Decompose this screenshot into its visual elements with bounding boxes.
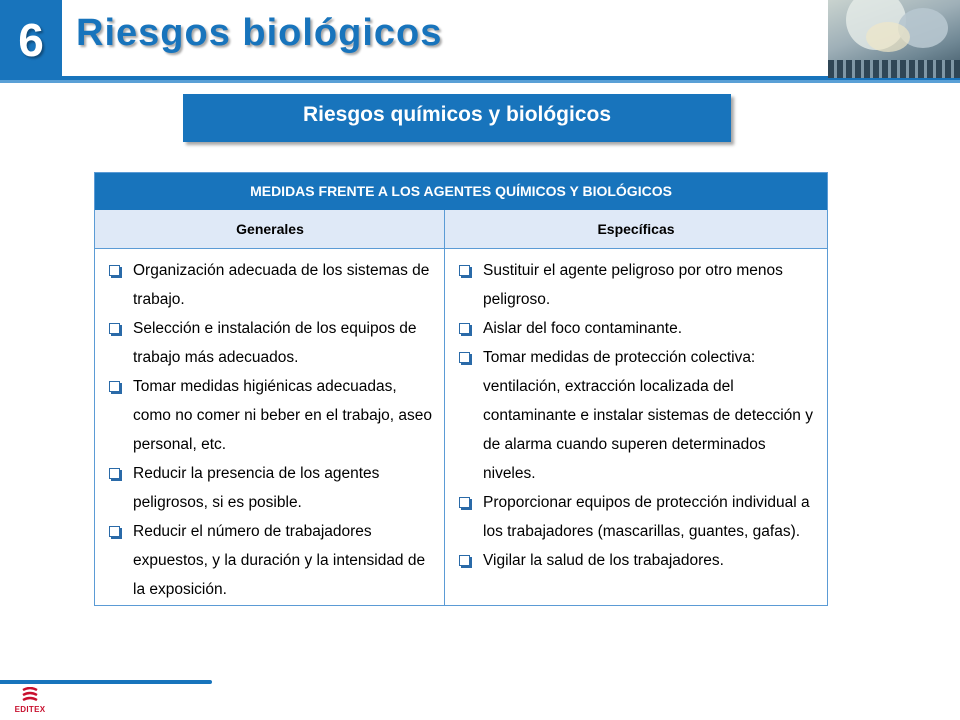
header-underline [0,80,960,83]
list-item [453,546,821,575]
checkbox-bullet-icon [109,323,120,334]
checkbox-bullet-icon [109,468,120,479]
editex-logo-icon [21,687,39,703]
checkbox-bullet-icon [459,323,470,334]
list-item [453,488,821,546]
list-item [103,256,437,314]
checkbox-bullet-icon [109,265,120,276]
list-item [103,517,437,604]
footer-line [0,680,212,684]
list-item-text: Reducir el número de trabajadores expuestos, y la duración y la intensidad de la exposición. [133,523,426,598]
column-header-especificas: Específicas [597,221,675,237]
list-item [103,459,437,517]
list-item [453,256,821,314]
list-item-text: Selección e instalación de los equipos de trabajo más adecuados. [133,320,417,366]
row-divider [95,248,827,249]
list-item-text: Sustituir el agente peligroso por otro menos peligroso. [483,262,783,308]
checkbox-bullet-icon [109,526,120,537]
chapter-number: 6 [18,14,44,66]
list-item-text: Tomar medidas higiénicas adecuadas, como no comer ni beber en el trabajo, aseo personal, etc. [133,378,432,453]
checkbox-bullet-icon [459,265,470,276]
especificas-list [453,256,821,575]
table-heading: MEDIDAS FRENTE A LOS AGENTES QUÍMICOS Y BIOLÓGICOS [95,173,827,210]
table-column-headers [95,210,827,248]
logo-text: EDITEX [14,705,46,714]
list-item-text: Proporcionar equipos de protección individual a los trabajadores (mascarillas, guantes, gafas). [483,494,810,540]
checkbox-bullet-icon [459,497,470,508]
list-item-text: Vigilar la salud de los trabajadores. [483,552,724,569]
list-item-text: Tomar medidas de protección colectiva: ventilación, extracción localizada del contaminante e instalar sistemas de detección y de alarma cuando superen determinados niveles. [483,349,813,482]
editex-logo [10,687,50,717]
generales-list [103,256,437,604]
list-item [103,372,437,459]
checkbox-bullet-icon [109,381,120,392]
checkbox-bullet-icon [459,352,470,363]
measures-table [94,172,828,606]
column-header-generales: Generales [236,221,304,237]
column-divider [444,210,445,605]
list-item-text: Reducir la presencia de los agentes peligrosos, si es posible. [133,465,380,511]
subtitle: Riesgos químicos y biológicos [302,103,612,126]
header-photo [828,0,960,78]
list-item-text: Organización adecuada de los sistemas de trabajo. [133,262,430,308]
list-item [453,343,821,488]
page-title: Riesgos biológicos [76,12,443,54]
list-item [453,314,821,343]
list-item-text: Aislar del foco contaminante. [483,320,683,337]
subtitle-banner [183,94,731,142]
list-item [103,314,437,372]
header-bar [0,0,960,80]
checkbox-bullet-icon [459,555,470,566]
